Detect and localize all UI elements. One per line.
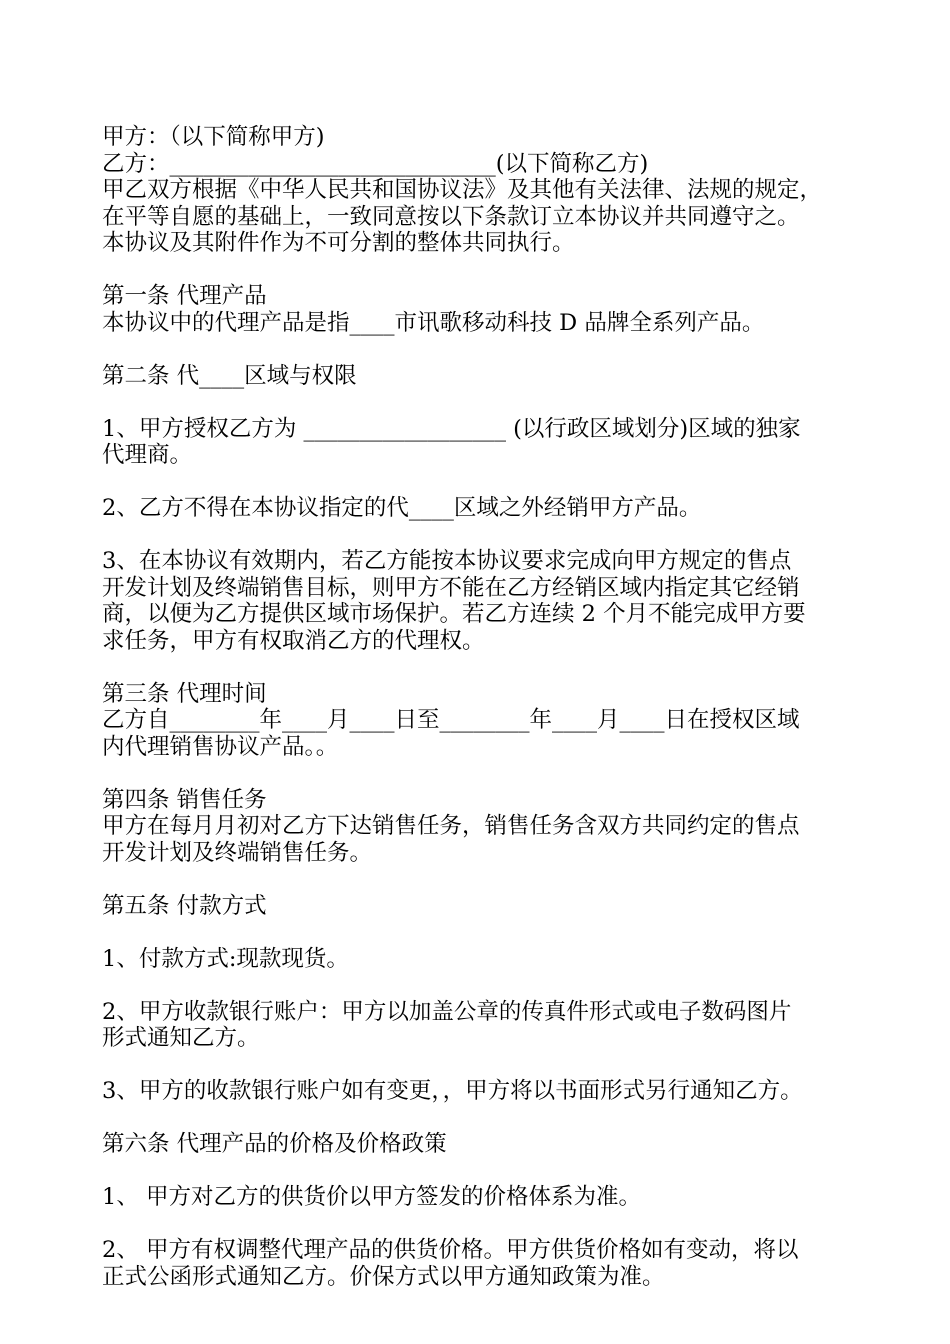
paragraph-gap: [102, 336, 862, 363]
party-b-line: 乙方：_____________________________(以下简称乙方): [102, 150, 649, 177]
paragraph-gap: [102, 1158, 862, 1185]
article-5-clause-2: 2、甲方收款银行账户：甲方以加盖公章的传真件形式或电子数码图片: [102, 998, 792, 1025]
paragraph-gap: [102, 469, 862, 496]
article-6-title: 第六条 代理产品的价格及价格政策: [102, 1131, 447, 1157]
article-4-body: 甲方在每月月初对乙方下达销售任务，销售任务含双方共同约定的售点: [102, 813, 800, 839]
article-1-body: 本协议中的代理产品是指____市讯歌移动科技 D 品牌全系列产品。: [102, 309, 765, 336]
paragraph-gap: [102, 1105, 862, 1132]
paragraph-gap: [102, 389, 862, 416]
article-2-clause-3: 开发计划及终端销售目标，则甲方不能在乙方经销区域内指定其它经销: [102, 574, 800, 601]
article-2-clause-3: 求任务，甲方有权取消乙方的代理权。: [102, 627, 485, 654]
party-a-line: 甲方：（以下简称甲方): [102, 124, 325, 150]
paragraph-gap: [102, 654, 862, 681]
article-2-clause-1: 1、甲方授权乙方为 __________________ (以行政区域划分)区域的独家: [102, 415, 801, 442]
preamble-line: 在平等自愿的基础上，一致同意按以下条款订立本协议并共同遵守之。: [102, 203, 800, 230]
article-5-title: 第五条 付款方式: [102, 892, 267, 919]
article-1-title: 第一条 代理产品: [102, 283, 267, 309]
article-6-clause-2: 2、 甲方有权调整代理产品的供货价格。甲方供货价格如有变动，将以: [102, 1237, 799, 1263]
article-5-clause-3: 3、甲方的收款银行账户如有变更，，甲方将以书面形式另行通知乙方。: [102, 1078, 803, 1104]
article-3-body: 乙方自________年____月____日至________年____月____日在授权区域: [102, 707, 800, 733]
article-2-title: 第二条 代____区域与权限: [102, 362, 357, 389]
article-4-body: 开发计划及终端销售任务。: [102, 839, 373, 866]
article-5-clause-1: 1、付款方式:现款现货。: [102, 945, 349, 972]
article-3-title: 第三条 代理时间: [102, 680, 267, 707]
article-2-clause-3: 商，以便为乙方提供区域市场保护。若乙方连续 2 个月不能完成甲方要: [102, 601, 806, 627]
paragraph-gap: [102, 972, 862, 999]
paragraph-gap: [102, 760, 862, 787]
article-6-clause-2: 正式公函形式通知乙方。价保方式以甲方通知政策为准。: [102, 1263, 665, 1290]
paragraph-gap: [102, 522, 862, 549]
preamble-line: 甲乙双方根据《中华人民共和国协议法》及其他有关法律、法规的规定，: [102, 177, 823, 203]
article-5-clause-2: 形式通知乙方。: [102, 1025, 260, 1051]
article-2-clause-2: 2、乙方不得在本协议指定的代____区域之外经销甲方产品。: [102, 495, 702, 521]
paragraph-gap: [102, 257, 862, 284]
paragraph-gap: [102, 1211, 862, 1238]
paragraph-gap: [102, 1052, 862, 1079]
article-2-clause-3: 3、在本协议有效期内，若乙方能按本协议要求完成向甲方规定的售点: [102, 548, 792, 574]
article-6-clause-1: 1、 甲方对乙方的供货价以甲方签发的价格体系为准。: [102, 1184, 641, 1210]
article-2-clause-1: 代理商。: [102, 442, 193, 468]
paragraph-gap: [102, 919, 862, 946]
article-3-body: 内代理销售协议产品。。: [102, 733, 339, 760]
article-4-title: 第四条 销售任务: [102, 786, 267, 813]
preamble-line: 本协议及其附件作为不可分割的整体共同执行。: [102, 230, 575, 256]
paragraph-gap: [102, 866, 862, 893]
agreement-document: [102, 124, 862, 1290]
